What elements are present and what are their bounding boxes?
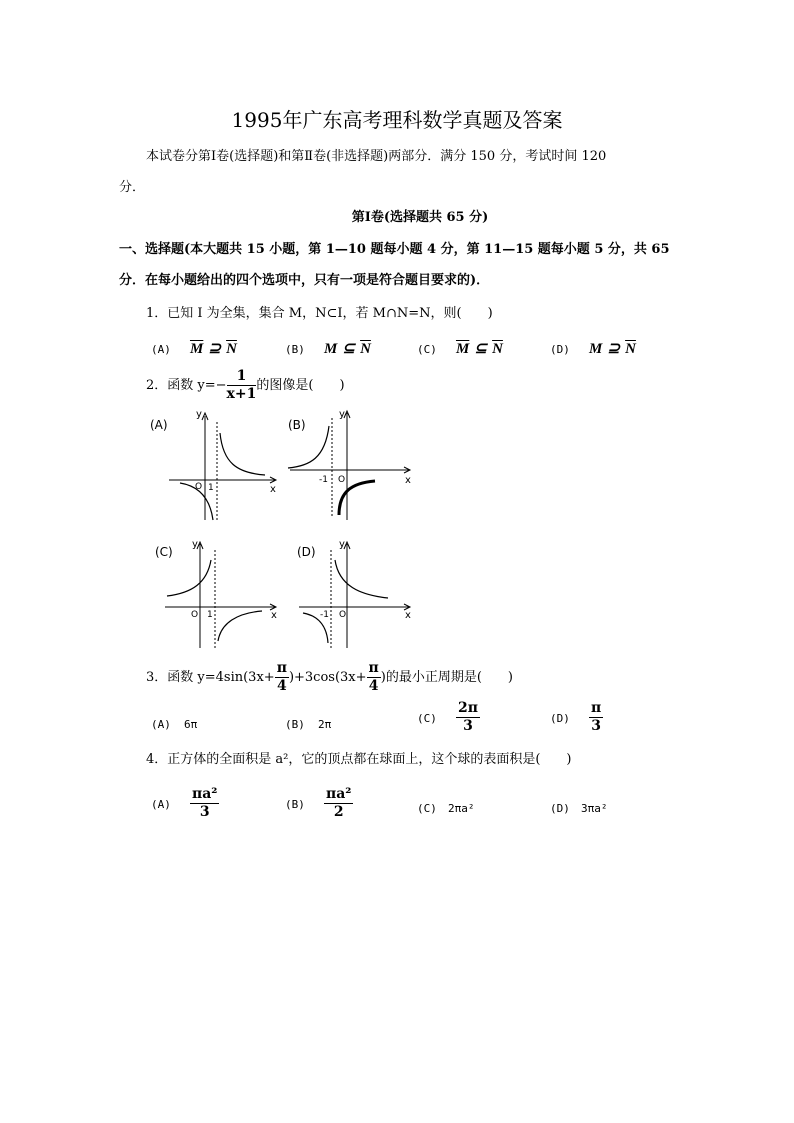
- q1-option-c-right: $\overline{N}$: [492, 341, 503, 357]
- q1-option-a-left: $\overline{M}$: [189, 341, 204, 357]
- q1-option-a-right: $\overline{N}$: [226, 341, 237, 357]
- q1-option-d-rel: ⊇: [607, 341, 620, 357]
- q1-option-d: [550, 338, 636, 358]
- q3-option-c-frac: [456, 700, 480, 735]
- q3-frac-1-num: π: [276, 660, 287, 676]
- q1-option-d-left: M: [588, 341, 603, 357]
- q1-option-b-rel: ⊆: [342, 341, 355, 357]
- q3-option-a-value: 6π: [183, 718, 198, 731]
- q3-stem-b: )+3cos(3x+: [288, 670, 367, 685]
- q4-option-d-value: 3πa²: [580, 802, 608, 815]
- q1-option-c: [417, 338, 503, 358]
- q4-option-b-num: πa²: [325, 786, 352, 802]
- q1-option-c-label: (C): [417, 343, 437, 356]
- q4-option-b-den: 2: [333, 804, 344, 820]
- q4-option-d: [550, 797, 607, 816]
- graph-d-asym: -1: [320, 610, 329, 620]
- q3-option-b-value: 2π: [317, 718, 332, 731]
- q4-option-c-label: (C): [417, 802, 437, 815]
- q3-frac-1: [275, 660, 289, 695]
- q3-option-b: [285, 713, 331, 732]
- q1-option-b-left: M: [323, 341, 338, 357]
- q4-stem: 4．正方体的全面积是 a²，它的顶点都在球面上，这个球的表面积是( ): [146, 752, 572, 767]
- q4-option-b-frac: [324, 786, 353, 821]
- q3-option-c-den: 3: [463, 718, 473, 734]
- graph-d-origin: O: [339, 610, 347, 620]
- q2-frac-num: 1: [227, 368, 257, 386]
- q3-option-a: [151, 713, 197, 732]
- q3-frac-2: [367, 660, 381, 695]
- q2-graph-d: [285, 538, 415, 653]
- q1-stem: 1．已知 I 为全集，集合 M，N⊂I，若 M∩N=N，则( ): [146, 306, 493, 321]
- q2-stem-prefix: 2．函数 y=−: [146, 378, 227, 393]
- q4-option-c-value: 2πa²: [447, 802, 475, 815]
- q3-frac-2-num: π: [368, 660, 379, 676]
- q3-option-c-num: 2π: [457, 700, 478, 716]
- q4-option-a-frac: [190, 786, 219, 821]
- graph-c-label: (C): [155, 545, 173, 559]
- graph-b-origin: O: [338, 475, 346, 485]
- q3-option-a-label: (A): [151, 718, 171, 731]
- q3-frac-1-den: 4: [276, 678, 287, 694]
- q1-option-a-rel: ⊇: [208, 341, 221, 357]
- graph-d-xlab: x: [405, 610, 411, 621]
- q2-fraction: [227, 368, 257, 403]
- graph-a-ylab: y: [196, 409, 202, 420]
- q2-graph-c: [147, 538, 282, 653]
- q1-option-a-label: (A): [151, 343, 171, 356]
- graph-c-asym: 1: [207, 610, 213, 620]
- q4-option-b-label: (B): [285, 798, 305, 811]
- q2-graph-b: [285, 408, 415, 526]
- q1-option-d-label: (D): [550, 343, 570, 356]
- intro-line-1: 本试卷分第Ⅰ卷(选择题)和第Ⅱ卷(非选择题)两部分．满分 150 分，考试时间 120: [146, 149, 607, 164]
- graph-a-asym: 1: [208, 483, 214, 493]
- q3-option-d-num: π: [590, 700, 602, 716]
- q4-option-c: [417, 797, 474, 816]
- q2-stem: [146, 368, 345, 403]
- graph-a-label: (A): [150, 418, 168, 432]
- q3-option-d-den: 3: [591, 718, 601, 734]
- document-title: 1995年广东高考理科数学真题及答案: [231, 108, 563, 132]
- q3-option-b-label: (B): [285, 718, 305, 731]
- q1-option-b-label: (B): [285, 343, 305, 356]
- graph-a-xlab: x: [270, 484, 276, 495]
- q1-option-b-right: $\overline{N}$: [360, 341, 371, 357]
- graph-d-ylab: y: [339, 539, 345, 550]
- graph-b-label: (B): [288, 418, 306, 432]
- q1-option-b: [285, 338, 371, 358]
- q3-stem-a: 3．函数 y=4sin(3x+: [146, 670, 275, 685]
- section-instruction-1: 一、选择题(本大题共 15 小题，第 1—10 题每小题 4 分，第 11—15 题每小题 5 分，共 65: [119, 242, 670, 257]
- q3-option-d-frac: [589, 700, 603, 735]
- graph-b-xlab: x: [405, 475, 411, 486]
- q1-option-a: [151, 338, 237, 358]
- intro-line-2: 分．: [119, 180, 146, 195]
- q4-option-d-label: (D): [550, 802, 570, 815]
- q4-option-a-den: 3: [199, 804, 210, 820]
- q4-option-a-num: πa²: [191, 786, 218, 802]
- q3-option-c: [417, 700, 480, 735]
- q1-option-d-right: $\overline{N}$: [625, 341, 636, 357]
- q2-stem-suffix: 的图像是( ): [256, 378, 345, 393]
- q3-option-d: [550, 700, 603, 735]
- q1-option-c-rel: ⊆: [474, 341, 487, 357]
- graph-b-ylab: y: [339, 409, 345, 420]
- graph-b-asym: -1: [319, 475, 328, 485]
- q3-option-c-label: (C): [417, 712, 437, 725]
- graph-c-xlab: x: [271, 610, 277, 621]
- graph-c-origin: O: [191, 610, 199, 620]
- q4-option-b: [285, 786, 353, 821]
- q4-option-a: [151, 786, 219, 821]
- q3-option-d-label: (D): [550, 712, 570, 725]
- q3-stem: [146, 660, 513, 695]
- q2-frac-den: x+1: [226, 386, 257, 402]
- q3-frac-2-den: 4: [368, 678, 379, 694]
- graph-d-label: (D): [297, 545, 316, 559]
- q3-stem-c: )的最小正周期是( ): [380, 670, 513, 685]
- section-instruction-2: 分．在每小题给出的四个选项中，只有一项是符合题目要求的)．: [119, 273, 490, 288]
- section-title: 第Ⅰ卷(选择题共 65 分): [351, 210, 489, 225]
- q2-graph-a: [147, 408, 282, 526]
- q1-option-c-left: $\overline{M}$: [455, 341, 470, 357]
- q4-option-a-label: (A): [151, 798, 171, 811]
- graph-a-origin: O: [195, 482, 203, 492]
- graph-c-ylab: y: [192, 539, 198, 550]
